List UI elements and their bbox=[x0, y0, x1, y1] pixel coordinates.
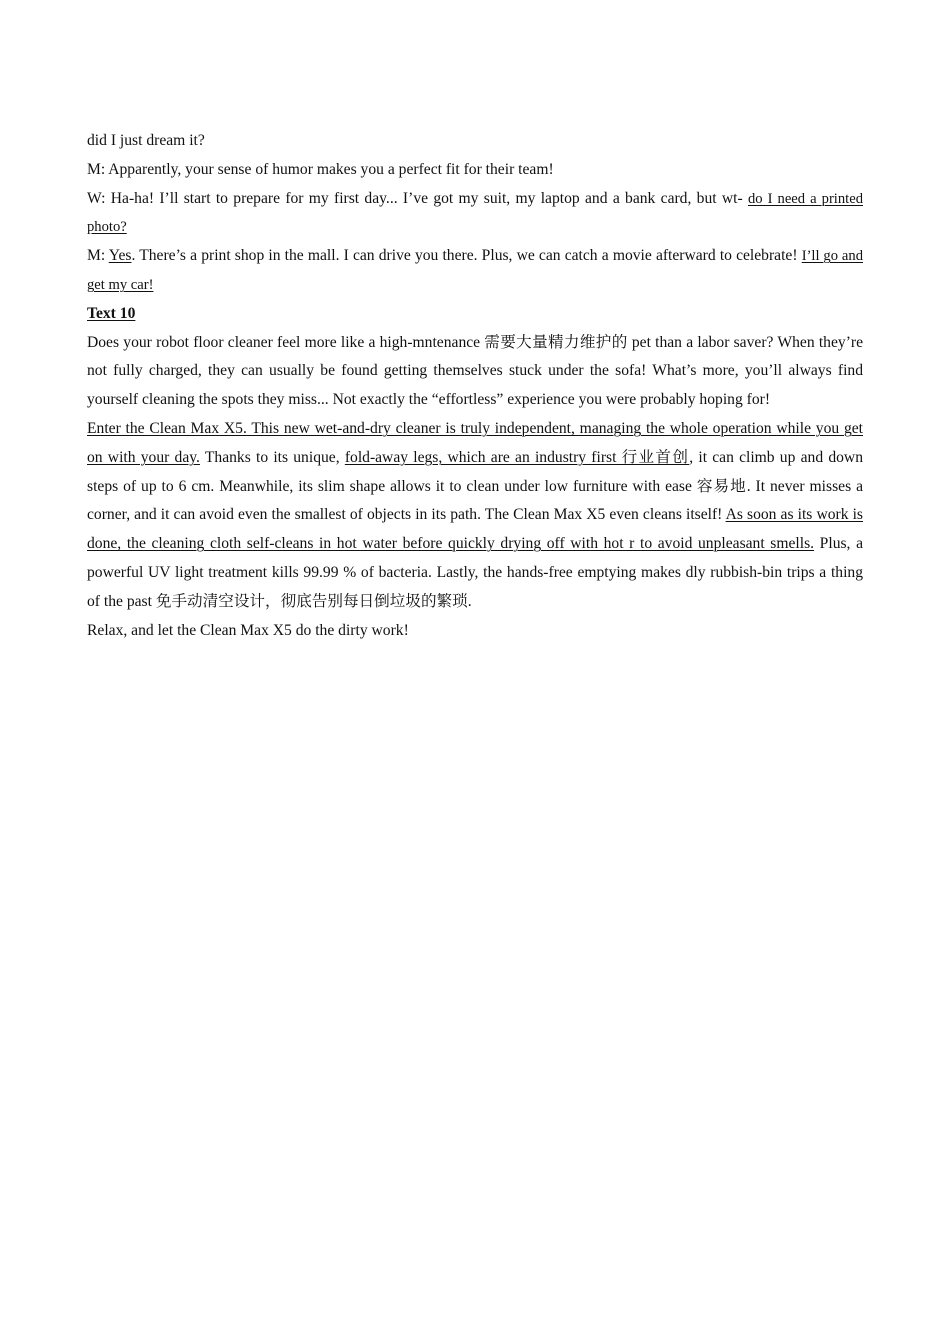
dialogue-line-1 bbox=[87, 127, 863, 156]
document-page bbox=[87, 127, 863, 645]
dialogue-text: did I just dream it? bbox=[87, 132, 205, 149]
dialogue-text: . There’s a print shop in the mall. I can drive you there. Plus, we can catch a movie afterward to celebrate! bbox=[131, 247, 802, 265]
paragraph-text: Relax, and let the Clean Max X5 do the dirty work! bbox=[87, 621, 409, 639]
heading-text: Text 10 bbox=[87, 304, 136, 322]
dialogue-text: W: Ha-ha! I’ll start to prepare for my first day... I’ve got my suit, my laptop and a bank card, but wt- bbox=[87, 189, 748, 207]
dialogue-text: M: Apparently, your sense of humor makes you a perfect fit for their team! bbox=[87, 160, 554, 178]
paragraph-text: Does your robot floor cleaner feel more like a high-mntenance 需要大量精力维护的 pet than a labor saver? When they’re not fully charged, they can usually be found getting themselves stuck under the sofa! What’s more, you’ll always find yourself cleaning the spots they miss... Not exactly the “effortless” experience you were probably hoping for! bbox=[87, 333, 863, 409]
paragraph-text: , it can climb up and down steps of up to 6 cm. Meanwhile, its slim shape allows it to clean under low furniture with ease 容易地. It never misses a corner, and it can avoid even the smallest of objects in its path. The Clean Max X5 even cleans itself! bbox=[87, 448, 863, 524]
dialogue-line-4 bbox=[87, 242, 863, 300]
paragraph-1 bbox=[87, 329, 863, 415]
speaker-label: M: bbox=[87, 247, 109, 265]
paragraph-3 bbox=[87, 617, 863, 646]
paragraph-text: Plus, a powerful UV light treatment kills 99.99 % of bacteria. Lastly, the hands-free emptying makes dly rubbish-bin trips a thing of the past 免手动清空设计，彻底告别每日倒垃圾的繁琐. bbox=[87, 535, 863, 610]
underlined-sentence: Enter the Clean Max X5. This new wet-and-dry cleaner is truly independent, managing the whole operation while you get on with your day. bbox=[87, 419, 863, 466]
section-heading bbox=[87, 300, 863, 329]
underlined-phrase: do I need a printed photo? bbox=[87, 190, 863, 236]
underlined-sentence: As soon as its work is done, the cleaning cloth self-cleans in hot water before quickly drying off with hot r to avoid unpleasant smells. bbox=[87, 506, 864, 553]
paragraph-2 bbox=[87, 415, 863, 617]
underlined-word: Yes bbox=[108, 247, 132, 265]
underlined-phrase: I’ll go and get my car! bbox=[87, 248, 863, 293]
paragraph-text: Thanks to its unique, bbox=[199, 448, 345, 466]
dialogue-line-2 bbox=[87, 156, 863, 185]
dialogue-line-3 bbox=[87, 185, 863, 243]
underlined-phrase: fold-away legs, which are an industry first 行业首创 bbox=[344, 448, 690, 466]
